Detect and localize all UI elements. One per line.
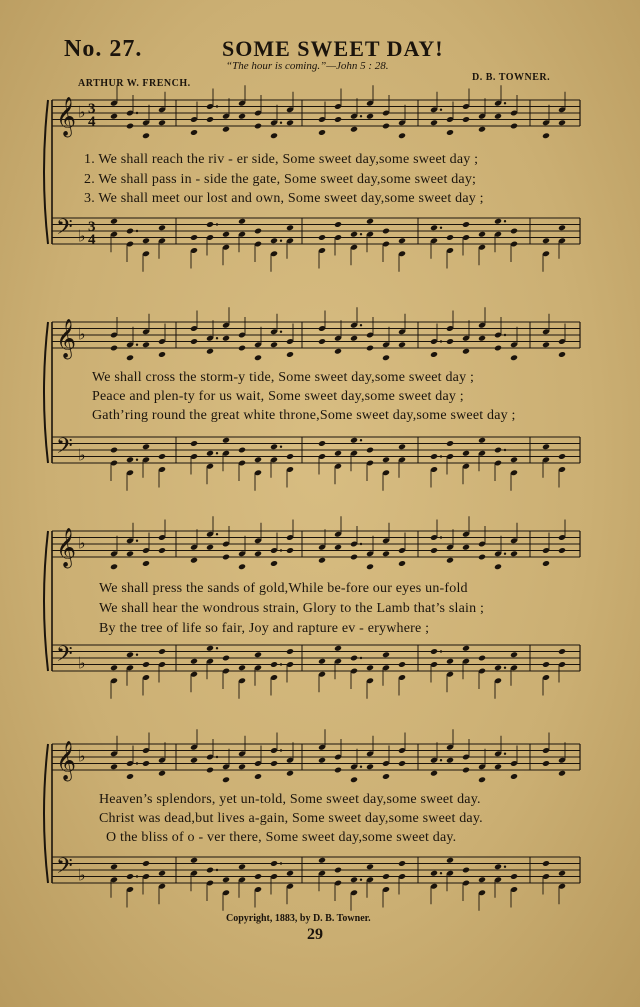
lyric-line: Heaven’s splendors, yet un-told, Some sweet day,some sweet day. (99, 792, 481, 807)
svg-text:♭: ♭ (78, 102, 86, 122)
lyric-line: We shall hear the wondrous strain, Glory to the Lamb that’s slain ; (99, 601, 485, 616)
hymn-title: SOME SWEET DAY! (222, 36, 444, 61)
page-number: 29 (307, 926, 323, 943)
lyric-line: 3. We shall meet our lost and own, Some sweet day,some sweet day ; (84, 191, 484, 206)
composer: D. B. TOWNER. (472, 72, 551, 83)
svg-text:𝄞: 𝄞 (56, 318, 77, 359)
svg-text:𝄢: 𝄢 (56, 854, 73, 885)
lyric-line: We shall press the sands of gold,While be-fore our eyes un-fold (99, 581, 468, 596)
lyric-line: Gath’ring round the great white throne,Some sweet day,some sweet day ; (92, 408, 516, 423)
svg-text:♭: ♭ (78, 533, 86, 553)
svg-text:𝄞: 𝄞 (56, 740, 77, 781)
svg-text:3: 3 (88, 219, 96, 235)
svg-text:𝄞: 𝄞 (56, 96, 77, 137)
svg-text:𝄢: 𝄢 (56, 215, 73, 246)
lyricist: ARTHUR W. FRENCH. (78, 78, 191, 89)
svg-text:4: 4 (88, 114, 96, 130)
lyric-line: Peace and plen-ty for us wait, Some sweet day,some sweet day ; (92, 389, 464, 404)
svg-text:♭: ♭ (78, 653, 86, 673)
svg-text:♭: ♭ (78, 324, 86, 344)
svg-text:4: 4 (88, 232, 96, 248)
svg-text:𝄞: 𝄞 (56, 527, 77, 568)
lyric-line: 2. We shall pass in - side the gate, Some sweet day,some sweet day; (84, 172, 477, 187)
lyric-line: Christ was dead,but lives a-gain, Some sweet day,some sweet day. (99, 811, 483, 826)
svg-text:♭: ♭ (78, 865, 86, 885)
hymn-number: No. 27. (64, 36, 143, 62)
lyric-line: We shall cross the storm-y tide, Some sweet day,some sweet day ; (92, 370, 475, 385)
copyright-notice: Copyright, 1883, by D. B. Towner. (226, 913, 371, 924)
svg-text:♭: ♭ (78, 746, 86, 766)
svg-text:♭: ♭ (78, 226, 86, 246)
svg-text:♭: ♭ (78, 445, 86, 465)
lyric-line: By the tree of life so fair, Joy and rapture ev - erywhere ; (99, 621, 430, 636)
lyric-line: 1. We shall reach the riv - er side, Some sweet day,some sweet day ; (84, 152, 479, 167)
svg-text:3: 3 (88, 101, 96, 117)
svg-text:𝄢: 𝄢 (56, 434, 73, 465)
scripture-reference: “The hour is coming.”—John 5 : 28. (226, 60, 389, 72)
lyric-line: O the bliss of o - ver there, Some sweet day,some sweet day. (106, 830, 457, 845)
svg-text:𝄢: 𝄢 (56, 642, 73, 673)
